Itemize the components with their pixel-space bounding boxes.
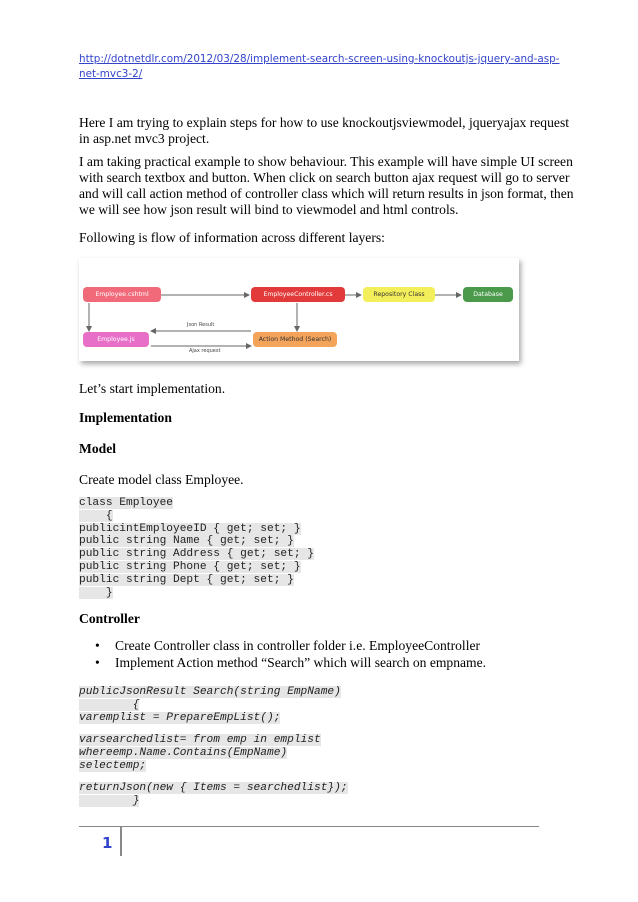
start-paragraph: Let’s start implementation. <box>79 381 226 396</box>
box-employee-cshtml: Employee.cshtml <box>83 287 161 302</box>
page-number: 1 <box>102 834 113 852</box>
controller-code-block-2 <box>79 734 321 772</box>
code-line: { <box>79 509 113 522</box>
page-number-bar <box>120 826 122 856</box>
example-paragraph: I am taking practical example to show behaviour. This example will have simple UI screen with search textbox and button. When click on search button ajax request will go to server and will call action method of controller class which will return results in json format, then we will see how json result will bind to viewmodel and html controls. <box>79 154 574 217</box>
flow-diagram <box>79 258 519 361</box>
model-text: Create model class Employee. <box>79 472 244 487</box>
code-line: public string Name { get; set; } <box>79 535 294 548</box>
implementation-heading: Implementation <box>79 410 172 425</box>
code-line: varemplist = PrepareEmpList(); <box>79 711 281 724</box>
controller-code-block-3 <box>79 782 348 808</box>
code-line: } <box>79 794 140 807</box>
model-code-block <box>79 497 314 599</box>
intro-paragraph: Here I am trying to explain steps for how to use knockoutjsviewmodel, jqueryajax request in asp.net mvc3 project. <box>79 115 570 146</box>
code-line: { <box>79 698 140 711</box>
list-item: • Create Controller class in controller folder i.e. EmployeeController <box>95 638 575 655</box>
code-line: class Employee <box>79 497 173 509</box>
code-line: publicintEmployeeID { get; set; } <box>79 522 301 535</box>
footer-divider <box>79 826 539 827</box>
source-link[interactable]: http://dotnetdlr.com/2012/03/28/implement-search-screen-using-knockoutjs-jquery-and-asp-net-mvc3-2/ <box>79 53 560 80</box>
code-line: } <box>79 586 113 599</box>
flow-intro-paragraph: Following is flow of information across different layers: <box>79 230 385 245</box>
code-line: returnJson(new { Items = searchedlist}); <box>79 782 348 794</box>
box-employee-js: Employee.js <box>83 332 149 347</box>
code-line: whereemp.Name.Contains(EmpName) <box>79 746 288 759</box>
code-line: publicJsonResult Search(string EmpName) <box>79 686 341 698</box>
box-database: Database <box>463 287 513 302</box>
controller-heading: Controller <box>79 611 140 626</box>
code-line: public string Phone { get; set; } <box>79 560 301 573</box>
list-item: • Implement Action method “Search” which will search on empname. <box>95 655 575 672</box>
code-line: varsearchedlist= from emp in emplist <box>79 734 321 746</box>
controller-code-block-1 <box>79 686 341 724</box>
code-line: public string Dept { get; set; } <box>79 573 294 586</box>
code-line: selectemp; <box>79 759 147 772</box>
box-repository-class: Repository Class <box>363 287 435 302</box>
box-employee-controller: EmployeeController.cs <box>251 287 345 302</box>
box-action-method: Action Method (Search) <box>253 332 337 347</box>
code-line: public string Address { get; set; } <box>79 548 314 561</box>
label-json-result: Json Result <box>187 322 215 328</box>
model-heading: Model <box>79 441 116 456</box>
controller-bullet-list <box>95 638 575 672</box>
label-ajax-request: Ajax request <box>189 348 221 354</box>
